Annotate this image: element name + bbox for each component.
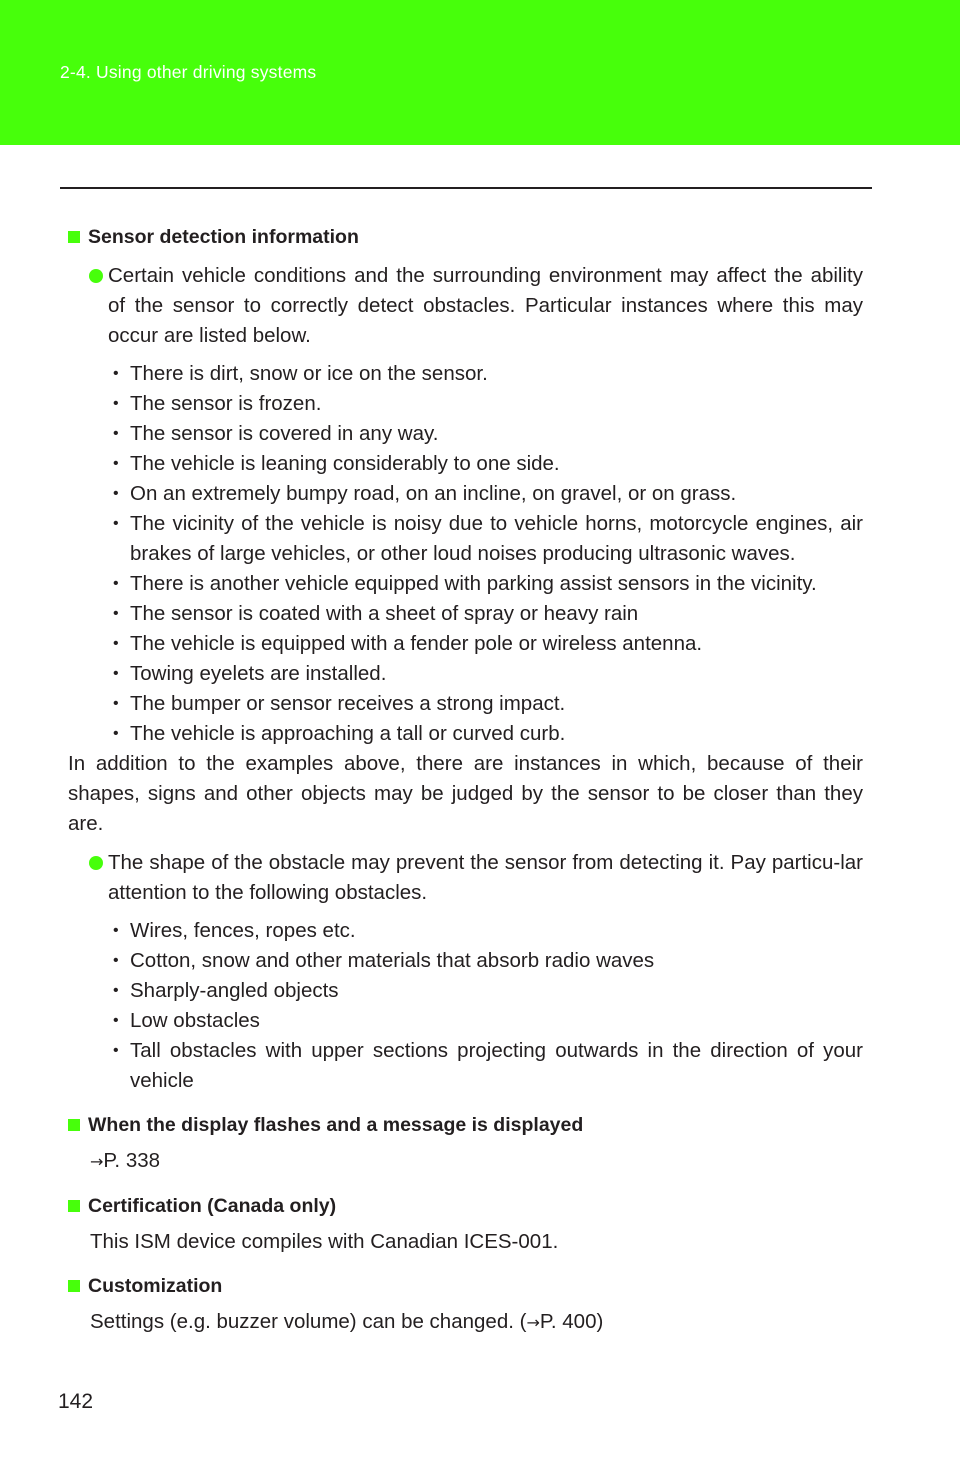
bullet-dot-icon: • [113,455,119,472]
paragraph-text: Certain vehicle conditions and the surrounding environment may affect the ability of the sensor to correctly detect obstacles. Particular instances where this may occur are listed below. [108,264,863,347]
bullet-dot-icon: • [113,515,119,532]
conditions-list [68,359,863,749]
circle-bullet-icon [89,269,103,283]
obstacle-item-text: Tall obstacles with upper sections projecting outwards in the direction of your vehicle [130,1039,863,1092]
bullet-dot-icon: • [113,575,119,592]
bullet-dot-icon: • [113,922,119,939]
condition-item [113,479,863,509]
bullet-dot-icon: • [113,425,119,442]
condition-item-text: There is dirt, snow or ice on the sensor. [130,362,488,385]
square-bullet-icon [68,231,80,243]
bullet-dot-icon: • [113,1042,119,1059]
condition-item [113,629,863,659]
obstacle-item-text: Cotton, snow and other materials that absorb radio waves [130,949,655,972]
circle-bullet-icon [89,856,103,870]
arrow-right-icon: → [90,1152,104,1171]
section-header-title: 2-4. Using other driving systems [60,62,317,82]
heading-text: Certification (Canada only) [88,1195,337,1217]
condition-item-text: Towing eyelets are installed. [130,662,387,685]
obstacle-item [113,916,863,946]
page-reference-link[interactable]: P. 338 [103,1149,161,1172]
bullet-dot-icon: • [113,725,119,742]
condition-item [113,389,863,419]
square-bullet-icon [68,1200,80,1212]
bullet-dot-icon: • [113,605,119,622]
condition-item [113,659,863,689]
condition-item-text: The vehicle is approaching a tall or curved curb. [130,722,566,745]
paragraph-obstacle-shape [68,848,863,908]
bullet-dot-icon: • [113,635,119,652]
heading-text: When the display flashes and a message is displayed [88,1114,584,1136]
square-bullet-icon [68,1280,80,1292]
obstacle-item [113,946,863,976]
condition-item [113,419,863,449]
condition-item-text: The vehicle is equipped with a fender pole or wireless antenna. [130,632,703,655]
display-reference [68,1146,863,1177]
bullet-dot-icon: • [113,665,119,682]
customization-text [68,1307,863,1338]
condition-item [113,509,863,569]
square-bullet-icon [68,1119,80,1131]
condition-item-text: There is another vehicle equipped with parking assist sensors in the vicinity. [130,572,817,595]
condition-item [113,599,863,629]
condition-item [113,359,863,389]
bullet-dot-icon: • [113,395,119,412]
bullet-dot-icon: • [113,695,119,712]
heading-certification [68,1191,863,1221]
certification-text: This ISM device compiles with Canadian ICES-001. [90,1230,559,1253]
obstacle-item [113,1036,863,1096]
obstacle-item-text: Sharply-angled objects [130,979,339,1002]
condition-item [113,449,863,479]
heading-text: Customization [88,1275,223,1297]
condition-item-text: The sensor is coated with a sheet of spray or heavy rain [130,602,639,625]
page-number: 142 [58,1390,94,1413]
obstacle-item [113,976,863,1006]
condition-item [113,689,863,719]
arrow-right-icon: → [526,1313,540,1332]
obstacles-list [68,916,863,1096]
paragraph-vehicle-conditions [68,261,863,351]
bullet-dot-icon: • [113,982,119,999]
paragraph-additional-note: In addition to the examples above, there are instances in which, because of their shapes, signs and other objects may be judged by the sensor to be closer than they are. [68,752,863,835]
bullet-dot-icon: • [113,365,119,382]
obstacle-item-text: Wires, fences, ropes etc. [130,919,356,942]
bullet-dot-icon: • [113,485,119,502]
paragraph-text: The shape of the obstacle may prevent the sensor from detecting it. Pay particu-lar attention to the following obstacles. [108,851,863,904]
heading-display-flashes [68,1110,863,1140]
obstacle-item-text: Low obstacles [130,1009,260,1032]
customization-body-text: Settings (e.g. buzzer volume) can be changed. ( [90,1310,527,1333]
condition-item [113,569,863,599]
condition-item-text: The vehicle is leaning considerably to one side. [130,452,560,475]
divider-rule [60,187,872,189]
heading-text: Sensor detection information [88,226,359,248]
condition-item-text: The sensor is frozen. [130,392,322,415]
heading-customization [68,1271,863,1301]
bullet-dot-icon: • [113,952,119,969]
condition-item-text: The vicinity of the vehicle is noisy due to vehicle horns, motorcycle engines, air brakes of large vehicles, or other loud noises producing ultrasonic waves. [130,512,863,565]
closing-paren: ) [596,1310,604,1333]
condition-item [113,719,863,749]
condition-item-text: The sensor is covered in any way. [130,422,439,445]
condition-item-text: The bumper or sensor receives a strong impact. [130,692,566,715]
page-reference-link[interactable]: P. 400 [539,1310,597,1333]
page-content [68,214,863,1338]
obstacle-item [113,1006,863,1036]
condition-item-text: On an extremely bumpy road, on an incline, on gravel, or on grass. [130,482,737,505]
heading-sensor-detection [68,222,863,252]
bullet-dot-icon: • [113,1012,119,1029]
